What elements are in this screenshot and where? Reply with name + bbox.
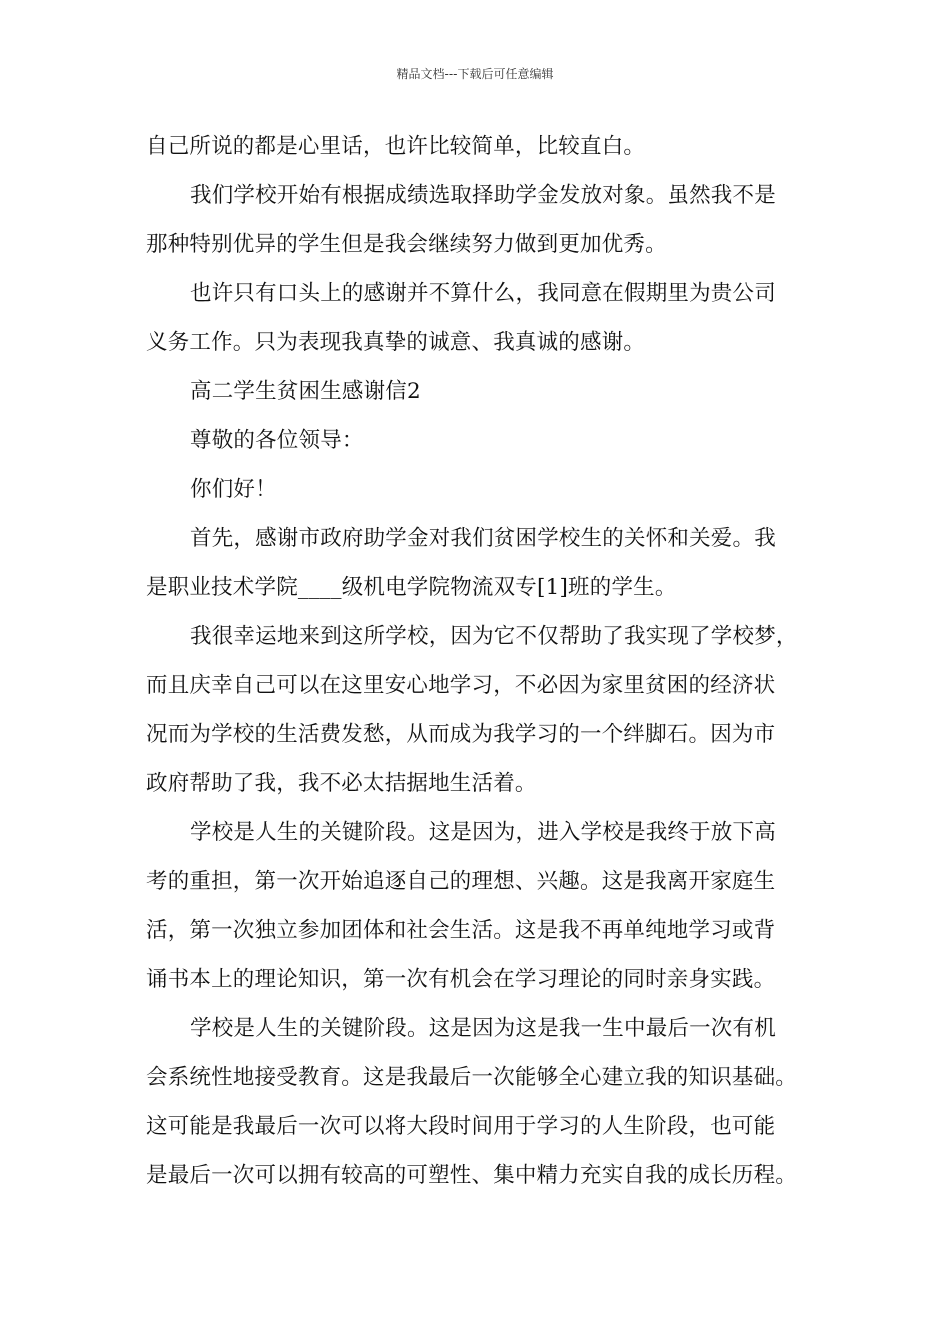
paragraph-start-line: 学校是人生的关键阶段。这是因为，进入学校是我终于放下高 — [190, 820, 776, 845]
paragraph-start-line: 首先，感谢市政府助学金对我们贫困学校生的关怀和关爱。我 — [190, 526, 776, 551]
page-header: 精品文档---下载后可任意编辑 — [396, 67, 554, 81]
paragraph-start-line: 我们学校开始有根据成绩选取择助学金发放对象。虽然我不是 — [190, 183, 776, 208]
text-line: 自己所说的都是心里话，也许比较简单，比较直白。 — [146, 134, 646, 159]
greeting: 你们好！ — [190, 477, 277, 502]
paragraph-start-line: 也许只有口头上的感谢并不算什么，我同意在假期里为贵公司 — [190, 281, 776, 306]
text-line: 而且庆幸自己可以在这里安心地学习，不必因为家里贫困的经济状 — [146, 673, 776, 698]
document-body — [146, 131, 814, 1209]
letter-title: 高二学生贫困生感谢信2 — [190, 379, 421, 404]
text-line: 那种特别优异的学生但是我会继续努力做到更加优秀。 — [146, 232, 667, 257]
text-line: 是职业技术学院____级机电学院物流双专[1]班的学生。 — [146, 575, 677, 600]
paragraph-start-line: 学校是人生的关键阶段。这是因为这是我一生中最后一次有机 — [190, 1016, 776, 1041]
salutation: 尊敬的各位领导： — [190, 428, 364, 453]
text-line: 考的重担，第一次开始追逐自己的理想、兴趣。这是我离开家庭生 — [146, 869, 776, 894]
text-line: 况而为学校的生活费发愁，从而成为我学习的一个绊脚石。因为市 — [146, 722, 776, 747]
text-line: 会系统性地接受教育。这是我最后一次能够全心建立我的知识基础。 — [146, 1065, 798, 1090]
text-line: 这可能是我最后一次可以将大段时间用于学习的人生阶段，也可能 — [146, 1114, 776, 1139]
text-line: 是最后一次可以拥有较高的可塑性、集中精力充实自我的成长历程。 — [146, 1163, 798, 1188]
text-line: 活，第一次独立参加团体和社会生活。这是我不再单纯地学习或背 — [146, 918, 776, 943]
text-line: 政府帮助了我，我不必太拮据地生活着。 — [146, 771, 537, 796]
text-line: 义务工作。只为表现我真挚的诚意、我真诚的感谢。 — [146, 330, 646, 355]
text-line: 诵书本上的理论知识，第一次有机会在学习理论的同时亲身实践。 — [146, 967, 776, 992]
paragraph-start-line: 我很幸运地来到这所学校，因为它不仅帮助了我实现了学校梦， — [190, 624, 798, 649]
